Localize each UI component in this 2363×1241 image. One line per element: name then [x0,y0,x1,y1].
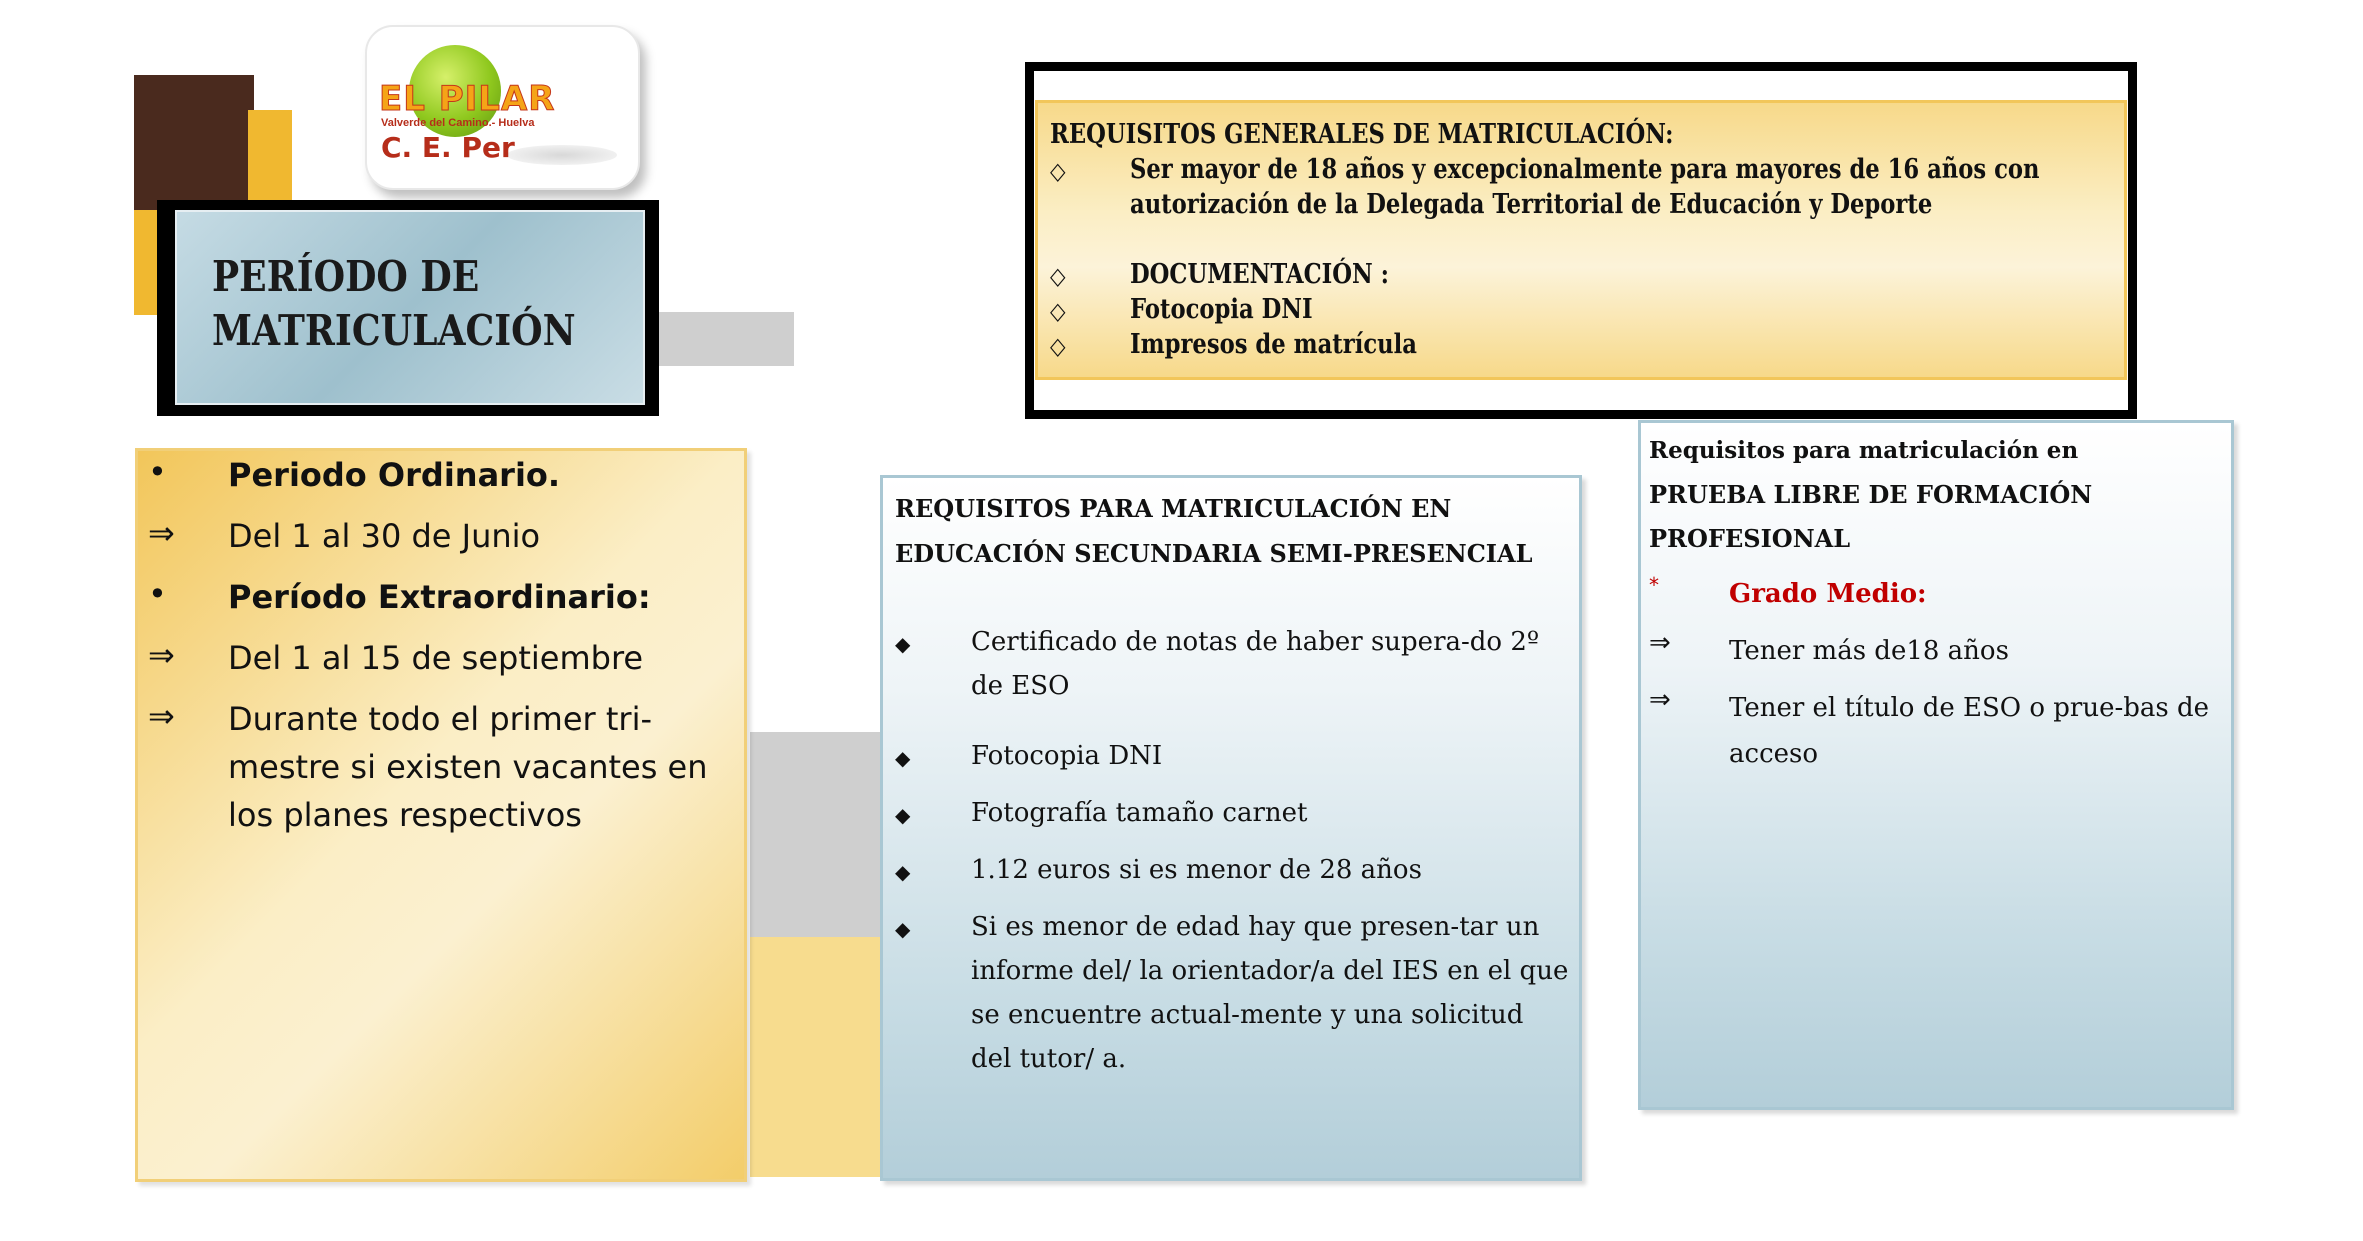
general-requirements-panel [1035,100,2127,380]
general-req-line1: Ser mayor de 18 años y excepcionalmente para mayores de 16 años con [1130,154,2040,185]
list-item-text: 1.12 euros si es menor de 28 años [971,855,1422,885]
page-title-line2: MATRICULACIÓN [212,306,576,355]
general-heading: REQUISITOS GENERALES DE MATRICULACIÓN: [1050,119,1674,150]
period-bullet: • [148,453,167,491]
diamond-bullet-icon: ◆ [895,632,911,656]
period-bullet: ⇒ [148,697,175,735]
logo-name: EL PILAR [379,79,556,119]
list-item-text: Tener el título de ESO o prue-bas de acceso [1729,693,2210,769]
school-logo [365,25,640,190]
diamond-bullet-icon: ◆ [895,860,911,884]
page-title-line1: PERÍODO DE [212,252,480,301]
doc-item-bullet: ◇ [1050,332,1066,360]
list-item-text: Tener más de18 años [1729,636,2009,666]
doc-item: Fotocopia DNI [1130,294,1313,325]
list-item-text: Fotocopia DNI [971,741,1163,771]
period-bullet: ⇒ [148,636,175,674]
doc-item-bullet: ◇ [1050,297,1066,325]
doc-item: Impresos de matrícula [1130,329,1417,360]
formacion-heading-line1: Requisitos para matriculación en [1649,437,2079,464]
period-text: Del 1 al 30 de Junio [228,517,541,555]
arrow-bullet-icon: ⇒ [1649,685,1671,715]
period-text: Del 1 al 15 de septiembre [228,639,644,677]
general-bullet: ◇ [1050,157,1066,185]
diamond-bullet-icon: ◆ [895,917,911,941]
secundaria-requirements-panel [880,475,1582,1181]
period-bullet: ⇒ [148,514,175,552]
diamond-bullet-icon: ◆ [895,803,911,827]
secundaria-heading: REQUISITOS PARA MATRICULACIÓN EN EDUCACIÓN SECUNDARIA SEMI-PRESENCIAL [895,494,1533,568]
decorative-gray-block [750,732,880,937]
grado-label: Grado Medio: [1729,579,1927,609]
formacion-requirements-panel [1638,420,2234,1110]
decorative-yellow-block [248,110,292,205]
logo-center: C. E. Per [381,131,515,164]
arrow-bullet-icon: ⇒ [1649,628,1671,658]
formacion-heading-line2: PRUEBA LIBRE DE FORMACIÓN PROFESIONAL [1649,480,2093,553]
period-text: Durante todo el primer tri-mestre si existen vacantes en los planes respectivos [228,700,708,834]
general-req-line2: autorización de la Delegada Territorial de Educación y Deporte [1130,189,1933,220]
decorative-brown-block [134,75,254,210]
formacion-heading [1649,429,2229,561]
list-item-text: Fotografía tamaño carnet [971,798,1308,828]
period-bullet: • [148,575,167,613]
period-text: Periodo Ordinario. [228,456,561,494]
list-item-text: Certificado de notas de haber supera-do 2º de ESO [971,627,1540,701]
decorative-yellow-block-lower [750,937,880,1177]
doc-heading: DOCUMENTACIÓN : [1130,259,1390,290]
list-item-text: Si es menor de edad hay que presen-tar un informe del/ la orientador/a del IES en el que se encuentre actual-mente y una solicitud del tutor/ a. [971,912,1569,1074]
diamond-bullet-icon: ◆ [895,746,911,770]
doc-bullet: ◇ [1050,262,1066,290]
decorative-gray-bar [646,312,794,366]
logo-location: Valverde del Camino.- Huelva [381,117,535,129]
periods-panel [135,448,747,1182]
period-text: Período Extraordinario: [228,578,651,616]
asterisk-bullet-icon: * [1649,573,1659,597]
page-title [212,250,576,358]
